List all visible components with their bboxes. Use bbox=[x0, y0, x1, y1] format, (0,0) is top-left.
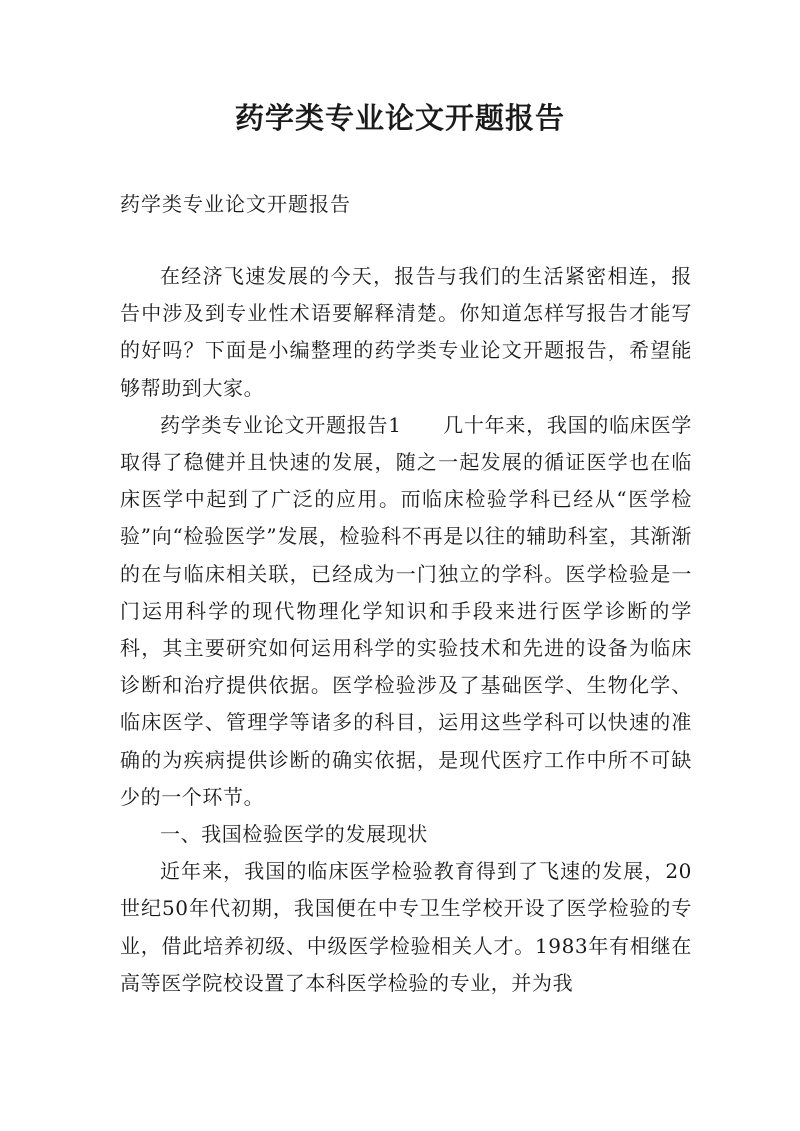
document-subtitle: 药学类专业论文开题报告 bbox=[120, 192, 351, 216]
document-body bbox=[120, 258, 692, 1002]
report-paragraph-1: 药学类专业论文开题报告1 几十年来，我国的临床医学取得了稳健并且快速的发展，随之一起发展的循证医学也在临床医学中起到了广泛的应用。而临床检验学科已经从“医学检验”向“检验医学”发展，检验科不再是以往的辅助科室，其渐渐的在与临床相关联，已经成为一门独立的学科。医学检验是一门运用科学的现代物理化学知识和手段来进行医学诊断的学科，其主要研究如何运用科学的实验技术和先进的设备为临床诊断和治疗提供依据。医学检验涉及了基础医学、生物化学、临床医学、管理学等诸多的科目，运用这些学科可以快速的准确的为疾病提供诊断的确实依据，是现代医疗工作中所不可缺少的一个环节。 bbox=[120, 412, 692, 809]
report-paragraph-2: 近年来，我国的临床医学检验教育得到了飞速的发展，20世纪50年代初期，我国便在中专卫生学校开设了医学检验的专业，借此培养初级、中级医学检验相关人才。1983年有相继在高等医学院校设置了本科医学检验的专业，并为我 bbox=[120, 859, 692, 995]
document-title: 药学类专业论文开题报告 bbox=[234, 101, 565, 135]
intro-paragraph: 在经济飞速发展的今天，报告与我们的生活紧密相连，报告中涉及到专业性术语要解释清楚。你知道怎样写报告才能写的好吗？下面是小编整理的药学类专业论文开题报告，希望能够帮助到大家。 bbox=[120, 264, 692, 400]
section-heading: 一、我国检验医学的发展现状 bbox=[160, 822, 428, 847]
